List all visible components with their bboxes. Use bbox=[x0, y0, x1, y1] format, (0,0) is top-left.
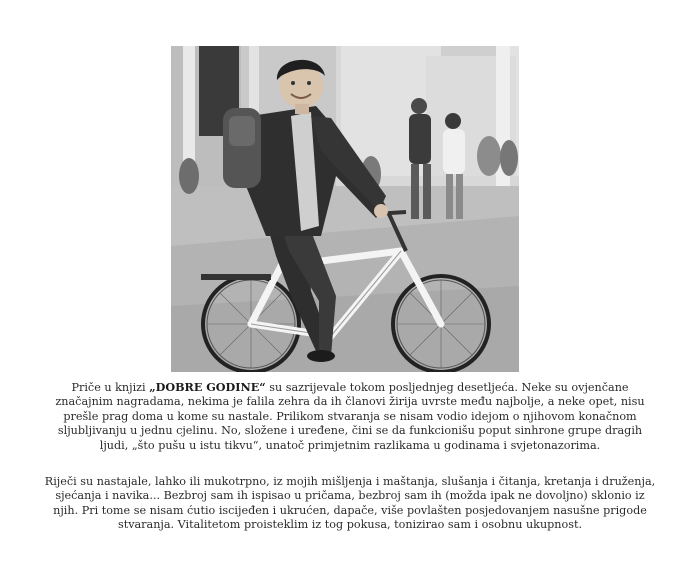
author-photo bbox=[171, 46, 519, 372]
book-title: „DOBRE GODINE“ bbox=[149, 380, 266, 394]
paragraph-intro-before: Priče u knjizi bbox=[71, 381, 150, 394]
paragraph-intro-after: su sazrijevale tokom posljednjeg desetljeća. Neke su ovjenčane značajnim nagradama, nekima je falila zehra da ih članovi žirija uvrste među najbolje, a neke opet, nisu prešle prag doma u kome su nastale. Prilikom stvaranja se nisam vodio idejom o njihovom konačnom sljubljivanju u jednu cjelinu. No, složene i uređene, čini se da funkcionišu poput sinhrone grupe dragih ljudi, „što pušu u istu tikvu“, unatoč primjetnim razlikama u godinama i svjetonazorima. bbox=[55, 381, 645, 452]
paragraph-words: Riječi su nastajale, lahko ili mukotrpno, iz mojih mišljenja i maštanja, slušanja i čitanja, kretanja i druženja, sjećanja i navika... Bezbroj sam ih ispisao u pričama, bezbroj sam ih (možda ipak ne dovoljno) sklonio iz njih. Pri tome se nisam ćutio iscijeđen i ukrućen, dapače, više povlašten posjedovanjem nasušne prigode stvaranja. Vitalitetom proisteklim iz tog pokusa, tonizirao sam i osobnu ukupnost. bbox=[44, 475, 656, 532]
photo-man-on-bicycle bbox=[171, 46, 519, 372]
paragraph-intro bbox=[44, 380, 656, 453]
